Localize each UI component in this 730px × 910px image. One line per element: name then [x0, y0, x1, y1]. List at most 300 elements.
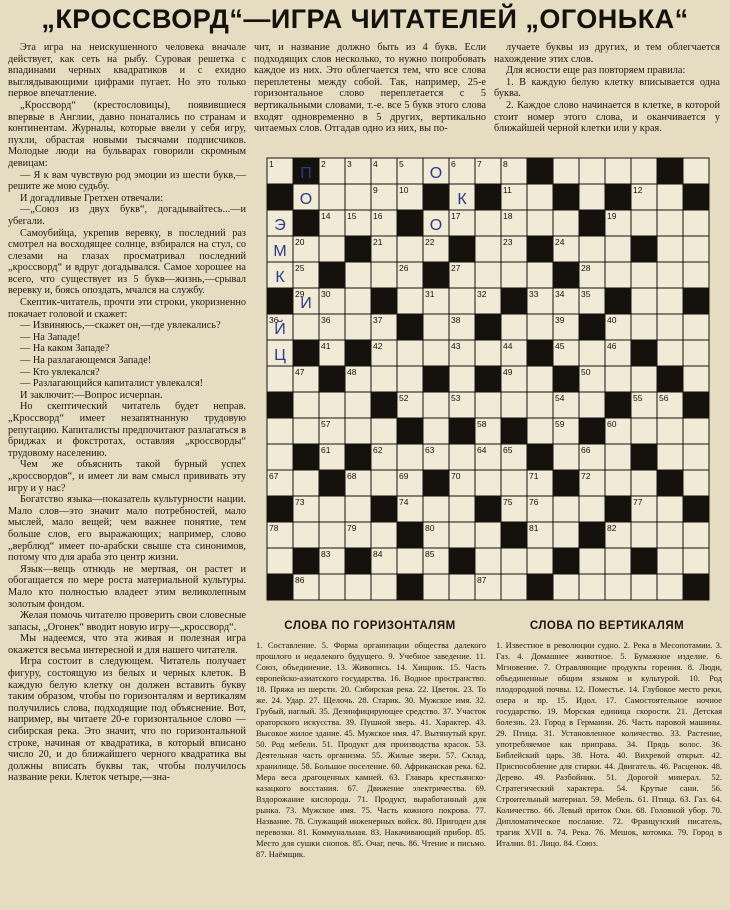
cell-number: 49: [503, 367, 513, 377]
white-cell[interactable]: [579, 158, 605, 184]
cell-number: 65: [503, 445, 513, 455]
article-paragraph: Игра состоит в следующем. Читатель получает фигуру, состоящую из белых и черных клеток. В каждую белую клетку он должен вставить букву таким образом, чтобы по горизонталям и вертикалям получились слова, подходящие под объяснение. Вот, например, вы читаете 20-е горизонтальное слово — сибирская река. Это значит, что по горизонтальной строке, начиная от квадратика, в который вписано число 20, и до ближайшего черного квадратика вы должны вписать буквы так, чтобы получилось название реки. Клеток четыре,—зна-: [8, 656, 246, 784]
cell-number: 22: [425, 237, 435, 247]
white-cell[interactable]: [345, 574, 371, 600]
white-cell[interactable]: [423, 418, 449, 444]
cell-number: 60: [607, 419, 617, 429]
white-cell[interactable]: [683, 210, 709, 236]
cell-number: 5: [399, 159, 404, 169]
black-cell: [449, 236, 475, 262]
article-left-column: [8, 42, 246, 904]
cell-number: 23: [503, 237, 513, 247]
white-cell[interactable]: [605, 574, 631, 600]
white-cell[interactable]: [449, 522, 475, 548]
white-cell[interactable]: [345, 314, 371, 340]
black-cell: [683, 392, 709, 418]
black-cell: [371, 496, 397, 522]
black-cell: [267, 184, 293, 210]
black-cell: [423, 184, 449, 210]
white-cell[interactable]: [683, 418, 709, 444]
white-cell[interactable]: [657, 262, 683, 288]
article-paragraph: — Извиняюсь,—скажет он,—где увлекались?: [20, 320, 221, 332]
article-paragraph: И заключит:—Вопрос исчерпан.: [20, 389, 163, 401]
black-cell: [579, 522, 605, 548]
white-cell[interactable]: [605, 444, 631, 470]
cell-number: 19: [607, 211, 617, 221]
cell-number: 28: [581, 263, 591, 273]
white-cell[interactable]: [657, 340, 683, 366]
white-cell[interactable]: [527, 366, 553, 392]
black-cell: [657, 470, 683, 496]
black-cell: [605, 288, 631, 314]
cell-number: 48: [347, 367, 357, 377]
black-cell: [527, 236, 553, 262]
article-paragraph: „Кроссворд“ (крестословицы), появившиеся впервые в Англии, давно понатались по странам и континентам. Журналы, которые ввели у себя игру, пухли, обрастая новыми тысячами подписчиков. Молодые люди на бульварах говорили скромным девицам:: [8, 99, 246, 169]
white-cell[interactable]: [579, 236, 605, 262]
cell-number: 20: [295, 237, 305, 247]
cell-number: 79: [347, 523, 357, 533]
cell-number: 87: [477, 575, 487, 585]
white-cell[interactable]: [293, 392, 319, 418]
black-cell: [319, 366, 345, 392]
white-cell[interactable]: [293, 522, 319, 548]
black-cell: [371, 392, 397, 418]
white-cell[interactable]: [293, 470, 319, 496]
black-cell: [371, 288, 397, 314]
cell-number: 18: [503, 211, 513, 221]
white-cell[interactable]: [267, 548, 293, 574]
black-cell: [397, 314, 423, 340]
white-cell[interactable]: [423, 496, 449, 522]
white-cell[interactable]: [683, 262, 709, 288]
white-cell[interactable]: [579, 392, 605, 418]
cell-number: 36: [269, 315, 279, 325]
handwritten-letter: О: [429, 217, 443, 234]
white-cell[interactable]: [605, 262, 631, 288]
black-cell: [293, 548, 319, 574]
white-cell[interactable]: [527, 392, 553, 418]
white-cell[interactable]: [605, 470, 631, 496]
white-cell[interactable]: [683, 158, 709, 184]
white-cell[interactable]: [475, 392, 501, 418]
cell-number: 30: [321, 289, 331, 299]
white-cell[interactable]: [631, 366, 657, 392]
black-cell: [657, 366, 683, 392]
handwritten-letter: П: [300, 165, 312, 182]
cell-number: 45: [555, 341, 565, 351]
white-cell[interactable]: [631, 288, 657, 314]
white-cell[interactable]: [501, 548, 527, 574]
white-cell[interactable]: [657, 574, 683, 600]
white-cell[interactable]: [345, 184, 371, 210]
white-cell[interactable]: [449, 366, 475, 392]
white-cell[interactable]: [527, 314, 553, 340]
white-cell[interactable]: [319, 184, 345, 210]
across-clues-heading: СЛОВА ПО ГОРИЗОНТАЛЯМ: [284, 620, 456, 632]
white-cell[interactable]: [267, 444, 293, 470]
cell-number: 29: [295, 289, 305, 299]
white-cell[interactable]: [475, 522, 501, 548]
white-cell[interactable]: [371, 522, 397, 548]
white-cell[interactable]: [579, 184, 605, 210]
white-cell[interactable]: [423, 392, 449, 418]
white-cell[interactable]: [553, 522, 579, 548]
black-cell: [527, 158, 553, 184]
black-cell: [501, 522, 527, 548]
handwritten-letter: О: [429, 165, 443, 182]
white-cell[interactable]: [657, 418, 683, 444]
white-cell[interactable]: [501, 392, 527, 418]
handwritten-letter: Э: [274, 217, 286, 234]
cell-number: 39: [555, 315, 565, 325]
white-cell[interactable]: [475, 470, 501, 496]
cell-number: 55: [633, 393, 643, 403]
white-cell[interactable]: [345, 392, 371, 418]
white-cell[interactable]: [293, 418, 319, 444]
cell-number: 53: [451, 393, 461, 403]
white-cell[interactable]: [657, 496, 683, 522]
black-cell: [319, 262, 345, 288]
white-cell[interactable]: [683, 236, 709, 262]
white-cell[interactable]: [475, 236, 501, 262]
cell-number: 43: [451, 341, 461, 351]
black-cell: [267, 288, 293, 314]
black-cell: [501, 418, 527, 444]
white-cell[interactable]: [501, 574, 527, 600]
black-cell: [553, 262, 579, 288]
cell-number: 83: [321, 549, 331, 559]
white-cell[interactable]: [527, 262, 553, 288]
cell-number: 38: [451, 315, 461, 325]
cell-number: 32: [477, 289, 487, 299]
white-cell[interactable]: [683, 522, 709, 548]
white-cell[interactable]: [683, 444, 709, 470]
white-cell[interactable]: [371, 574, 397, 600]
black-cell: [475, 366, 501, 392]
cell-number: 52: [399, 393, 409, 403]
article-paragraph: —„Союз из двух букв“, догадывайтесь...—и убегали.: [8, 204, 246, 227]
cell-number: 37: [373, 315, 383, 325]
cell-number: 10: [399, 185, 409, 195]
black-cell: [397, 210, 423, 236]
white-cell[interactable]: [657, 314, 683, 340]
white-cell[interactable]: [397, 236, 423, 262]
white-cell[interactable]: [579, 340, 605, 366]
cell-number: 4: [373, 159, 378, 169]
black-cell: [345, 548, 371, 574]
black-cell: [345, 340, 371, 366]
handwritten-letter: Ц: [274, 347, 286, 364]
cell-number: 9: [373, 185, 378, 195]
cell-number: 36: [321, 315, 331, 325]
white-cell[interactable]: [553, 574, 579, 600]
black-cell: [449, 418, 475, 444]
article-paragraph: Желая помочь читателю проверить свои словесные запасы, „Огонек“ вводит новую игру—„кроссворд“.: [8, 610, 246, 633]
cell-number: 57: [321, 419, 331, 429]
cell-number: 41: [321, 341, 331, 351]
white-cell[interactable]: [501, 314, 527, 340]
black-cell: [397, 418, 423, 444]
cell-number: 64: [477, 445, 487, 455]
cell-number: 71: [529, 471, 539, 481]
black-cell: [605, 392, 631, 418]
crossword-grid[interactable]: [266, 157, 710, 601]
handwritten-letter: К: [457, 191, 467, 208]
white-cell[interactable]: [553, 158, 579, 184]
white-cell[interactable]: [423, 574, 449, 600]
article-paragraph: — Кто увлекался?: [20, 366, 100, 378]
article-paragraph: 1. В каждую белую клетку вписывается одна буква.: [494, 76, 720, 100]
article-paragraph: Мы надеемся, что эта живая и полезная игра окажется весьма интересной и для нашего читателя.: [8, 633, 246, 656]
white-cell[interactable]: [631, 158, 657, 184]
black-cell: [527, 340, 553, 366]
cell-number: 86: [295, 575, 305, 585]
article-right-column: [494, 42, 720, 154]
cell-number: 74: [399, 497, 409, 507]
cell-number: 72: [581, 471, 591, 481]
white-cell[interactable]: [267, 418, 293, 444]
article-paragraph: — Разлагающийся капиталист увлекался!: [20, 378, 204, 390]
white-cell[interactable]: [345, 262, 371, 288]
white-cell[interactable]: [605, 158, 631, 184]
white-cell[interactable]: [319, 392, 345, 418]
black-cell: [631, 340, 657, 366]
white-cell[interactable]: [553, 444, 579, 470]
black-cell: [423, 262, 449, 288]
white-cell[interactable]: [371, 366, 397, 392]
white-cell[interactable]: [319, 236, 345, 262]
white-cell[interactable]: [293, 314, 319, 340]
cell-number: 34: [555, 289, 565, 299]
white-cell[interactable]: [527, 184, 553, 210]
white-cell[interactable]: [657, 210, 683, 236]
white-cell[interactable]: [683, 548, 709, 574]
article-paragraph: Богатство языка—показатель культурности нации. Мало слов—это значит мало потребностей, мало мыслей, мало вещей; чем важнее понятие, тем больше слов, его выражающих; например, слово „верблюд“ имеет по-арабски свыше ста синонимов, потому что для араба это центр жизни.: [8, 494, 246, 564]
white-cell[interactable]: [631, 522, 657, 548]
cell-number: 8: [503, 159, 508, 169]
white-cell[interactable]: [631, 418, 657, 444]
crossword-svg[interactable]: [266, 157, 710, 601]
cell-number: 50: [581, 367, 591, 377]
article-paragraph: чит, и название должно быть из 4 букв. Если подходящих слов несколько, то нужно попробовать каждое из них. Это облегчается тем, что все слова переплетены между собой. Так, например, 25-е горизонтальное слово переплетается с 5 вертикальными словами, т.-е. все 5 букв этого слова входят одновременно в 5 других, вертикально читаемых слов. Отгадав одно из них, вы по-: [254, 42, 486, 135]
white-cell[interactable]: [631, 574, 657, 600]
black-cell: [527, 444, 553, 470]
white-cell[interactable]: [631, 262, 657, 288]
black-cell: [579, 314, 605, 340]
article-paragraph: лучаете буквы из других, и тем облегчается нахождение этих слов.: [494, 42, 720, 65]
white-cell[interactable]: [371, 262, 397, 288]
cell-number: 51: [269, 393, 279, 403]
white-cell[interactable]: [475, 262, 501, 288]
white-cell[interactable]: [683, 366, 709, 392]
white-cell[interactable]: [345, 496, 371, 522]
white-cell[interactable]: [553, 496, 579, 522]
article-paragraph: Язык—вещь отнюдь не мертвая, он растет и обогащается по мере роста материальной культуры. Мало кто полностью владеет этим великолепным золотым фондом.: [8, 563, 246, 610]
black-cell: [605, 184, 631, 210]
white-cell[interactable]: [657, 522, 683, 548]
white-cell[interactable]: [449, 496, 475, 522]
black-cell: [579, 210, 605, 236]
article-paragraph: — На разлагающемся Западе!: [20, 355, 152, 367]
white-cell[interactable]: [553, 210, 579, 236]
white-cell[interactable]: [449, 574, 475, 600]
white-cell[interactable]: [605, 366, 631, 392]
cell-number: 66: [581, 445, 591, 455]
white-cell[interactable]: [475, 210, 501, 236]
cell-number: 54: [555, 393, 565, 403]
cell-number: 3: [347, 159, 352, 169]
cell-number: 77: [633, 497, 643, 507]
white-cell[interactable]: [345, 288, 371, 314]
cell-number: 80: [425, 523, 435, 533]
cell-number: 16: [373, 211, 383, 221]
black-cell: [267, 496, 293, 522]
black-cell: [683, 288, 709, 314]
white-cell[interactable]: [475, 340, 501, 366]
cell-number: 67: [269, 471, 279, 481]
black-cell: [293, 340, 319, 366]
cell-number: 6: [451, 159, 456, 169]
across-clues-text: 1. Составление. 5. Форма организации общества далекого прошлого и недалекого будущего. 9. Учебное заведение. 11. Союз, объединение. 13. Живопись. 14. Хищник. 15. Часть европейско-азиатского государства. 16. Водное пространство. 18. Пряжа из шерсти. 20. Сибирская река. 22. Цветок. 23. То же. 24. Удар. 27. Щелочь. 28. Старик. 30. Мужское имя. 32. Грубый, наглый. 35. Дезинфицирующее средство. 37. Участок ораторского искусства. 39. Пушной зверь. 41. Характер. 43. Высокое жилое здание. 45. Мужское имя. 47. Вытянутый круг. 50. Род мебели. 51. Продукт для производства красок. 53. Деятельная часть организма. 55. Жилые звери. 57. Склад, хранилище. 58. Большое поселение. 60. Африканская река. 62. Мера веса драгоценных камней. 63. Главарь крестьянско-казацкого восстания. 67. Движение электричества. 69. Вздорожание кислорода. 71. Продукт, выработанный для рынка. 73. Мужское имя. 75. Часть кожного покрова. 77. Название. 78. Служащий инженерных войск. 80. Пригоден для перевозки. 81. Коммунальная. 83. Накачивающий прибор. 85. Место для сушки снопов. 85. Очаг, печь. 86. Чтение и письмо. 87. Наёмщик.: [256, 640, 486, 859]
black-cell: [475, 496, 501, 522]
handwritten-letter: М: [273, 243, 287, 260]
black-cell: [423, 470, 449, 496]
black-cell: [683, 184, 709, 210]
down-clues-text: 1. Известное в революции судно. 2. Река в Месопотамии. 3. Газ. 4. Домашнее животное. 5. Бумажное изделие. 6. Мгновение. 7. Отравляющие продукты горения. 8. Люди, объединенные общим языком и культурой. 10. Род плодородной почвы. 12. Поместье. 14. Глубокое место реки, озера и пр. 15. Идол. 17. Самостоятельное ночное государство. 19. Морская единица скорости. 21. Детская болезнь. 23. Город в Германии. 26. Часть паровой машины. 29. Птица. 31. Установленное количество. 33. Растение, употребляемое как приправа. 34. Прядь волос. 36. Библейский царь. 38. Нота. 40. Вихревой открыт. 42. Приспособление для стирки. 44. Двигатель. 46. Расценок. 48. Дерево. 49. Разбойник. 51. Дорогой минерал. 52. Стратегический характера. 54. Крутые сани. 56. Строительный материал. 59. Мебель. 61. Птица. 63. Газ. 64. Количество. 66. Левый приток Оки. 68. Головной убор. 70. Дипломатическое послание. 72. Французский писатель, трагик XVII в. 74. Река. 76. Мешок, котомка. 79. Город в Италии. 81. Лицо. 84. Союз.: [496, 640, 722, 848]
down-clues-heading: СЛОВА ПО ВЕРТИКАЛЯМ: [529, 620, 685, 632]
white-cell[interactable]: [579, 548, 605, 574]
cell-number: 21: [373, 237, 383, 247]
white-cell[interactable]: [397, 444, 423, 470]
article-paragraph: — Я к вам чувствую род эмоции из шести букв,—решите же мою судьбу.: [8, 169, 246, 193]
article-paragraph: Для ясности еще раз повторяем правила:: [506, 65, 686, 77]
black-cell: [449, 548, 475, 574]
black-cell: [527, 574, 553, 600]
white-cell[interactable]: [371, 470, 397, 496]
black-cell: [475, 314, 501, 340]
black-cell: [579, 418, 605, 444]
black-cell: [657, 158, 683, 184]
cell-number: 58: [477, 419, 487, 429]
article-paragraph: И догадливые Гретхен отвечали:: [20, 192, 164, 204]
white-cell[interactable]: [527, 548, 553, 574]
cell-number: 40: [607, 315, 617, 325]
white-cell[interactable]: [631, 470, 657, 496]
white-cell[interactable]: [501, 470, 527, 496]
black-cell: [293, 210, 319, 236]
white-cell[interactable]: [683, 340, 709, 366]
white-cell[interactable]: [605, 236, 631, 262]
page-title: „КРОССВОРД“—ИГРА ЧИТАТЕЛЕЙ „ОГОНЬКА“: [41, 4, 689, 34]
article-paragraph: — На каком Западе?: [20, 343, 110, 355]
cell-number: 76: [529, 497, 539, 507]
black-cell: [397, 522, 423, 548]
white-cell[interactable]: [319, 496, 345, 522]
article-paragraph: — На Западе!: [20, 331, 81, 343]
white-cell[interactable]: [345, 418, 371, 444]
black-cell: [553, 366, 579, 392]
cell-number: 11: [503, 185, 512, 195]
cell-number: 42: [373, 341, 383, 351]
white-cell[interactable]: [371, 418, 397, 444]
cell-number: 59: [555, 419, 565, 429]
article-paragraph: Скептик-читатель, прочти эти строки, укоризненно покачает головой и скажет:: [8, 297, 246, 320]
white-cell[interactable]: [423, 314, 449, 340]
black-cell: [683, 574, 709, 600]
article-paragraph: Но скептический читатель будет неправ. „Кроссворд“ имеет незапятнанную трудовую репутацию. Капиталисты предпочитают разлагаться в бриджах и фокстротах, оставляя „кроссворды“ трудовому населению.: [8, 401, 246, 459]
cell-number: 63: [425, 445, 435, 455]
cell-number: 85: [425, 549, 435, 559]
cell-number: 70: [451, 471, 461, 481]
white-cell[interactable]: [657, 444, 683, 470]
white-cell[interactable]: [527, 418, 553, 444]
cell-number: 68: [347, 471, 357, 481]
white-cell[interactable]: [319, 522, 345, 548]
black-cell: [397, 574, 423, 600]
cell-number: 1: [269, 159, 274, 169]
cell-number: 14: [321, 211, 331, 221]
white-cell[interactable]: [527, 210, 553, 236]
black-cell: [319, 470, 345, 496]
black-cell: [553, 470, 579, 496]
cell-number: 75: [503, 497, 513, 507]
white-cell[interactable]: [397, 366, 423, 392]
black-cell: [553, 548, 579, 574]
cell-number: 81: [529, 523, 539, 533]
cell-number: 73: [295, 497, 305, 507]
white-cell[interactable]: [657, 236, 683, 262]
white-cell[interactable]: [579, 496, 605, 522]
article-paragraph: Самоубийца, укрепив веревку, в последний раз смотрел на восходящее солнце, взбирался на стул, со слезами на глазах просматривал последний „кроссворд“ и вдруг догадывался. Самое хорошее на всего, что существует из 5 букв—жизнь,—срывал веревку и, боясь опоздать, мчался на службу.: [8, 227, 246, 297]
white-cell[interactable]: [657, 548, 683, 574]
cell-number: 61: [321, 445, 331, 455]
white-cell[interactable]: [475, 548, 501, 574]
cell-number: 7: [477, 159, 482, 169]
white-cell[interactable]: [449, 444, 475, 470]
handwritten-letter: К: [275, 269, 285, 286]
white-cell[interactable]: [397, 288, 423, 314]
white-cell[interactable]: [501, 262, 527, 288]
cell-number: 35: [581, 289, 591, 299]
cell-number: 24: [555, 237, 565, 247]
white-cell[interactable]: [579, 574, 605, 600]
white-cell[interactable]: [631, 210, 657, 236]
white-cell[interactable]: [397, 340, 423, 366]
white-cell[interactable]: [683, 470, 709, 496]
cell-number: 12: [633, 185, 643, 195]
white-cell[interactable]: [657, 184, 683, 210]
black-cell: [345, 444, 371, 470]
white-cell[interactable]: [657, 288, 683, 314]
white-cell[interactable]: [605, 548, 631, 574]
white-cell[interactable]: [397, 548, 423, 574]
cell-number: 27: [451, 263, 461, 273]
white-cell[interactable]: [423, 340, 449, 366]
white-cell[interactable]: [631, 314, 657, 340]
white-cell[interactable]: [267, 366, 293, 392]
cell-number: 46: [607, 341, 617, 351]
white-cell[interactable]: [449, 288, 475, 314]
black-cell: [345, 236, 371, 262]
cell-number: 17: [451, 211, 461, 221]
white-cell[interactable]: [319, 574, 345, 600]
white-cell[interactable]: [683, 314, 709, 340]
cell-number: 26: [399, 263, 409, 273]
cell-number: 25: [295, 263, 305, 273]
black-cell: [631, 236, 657, 262]
cell-number: 2: [321, 159, 326, 169]
cell-number: 33: [529, 289, 539, 299]
